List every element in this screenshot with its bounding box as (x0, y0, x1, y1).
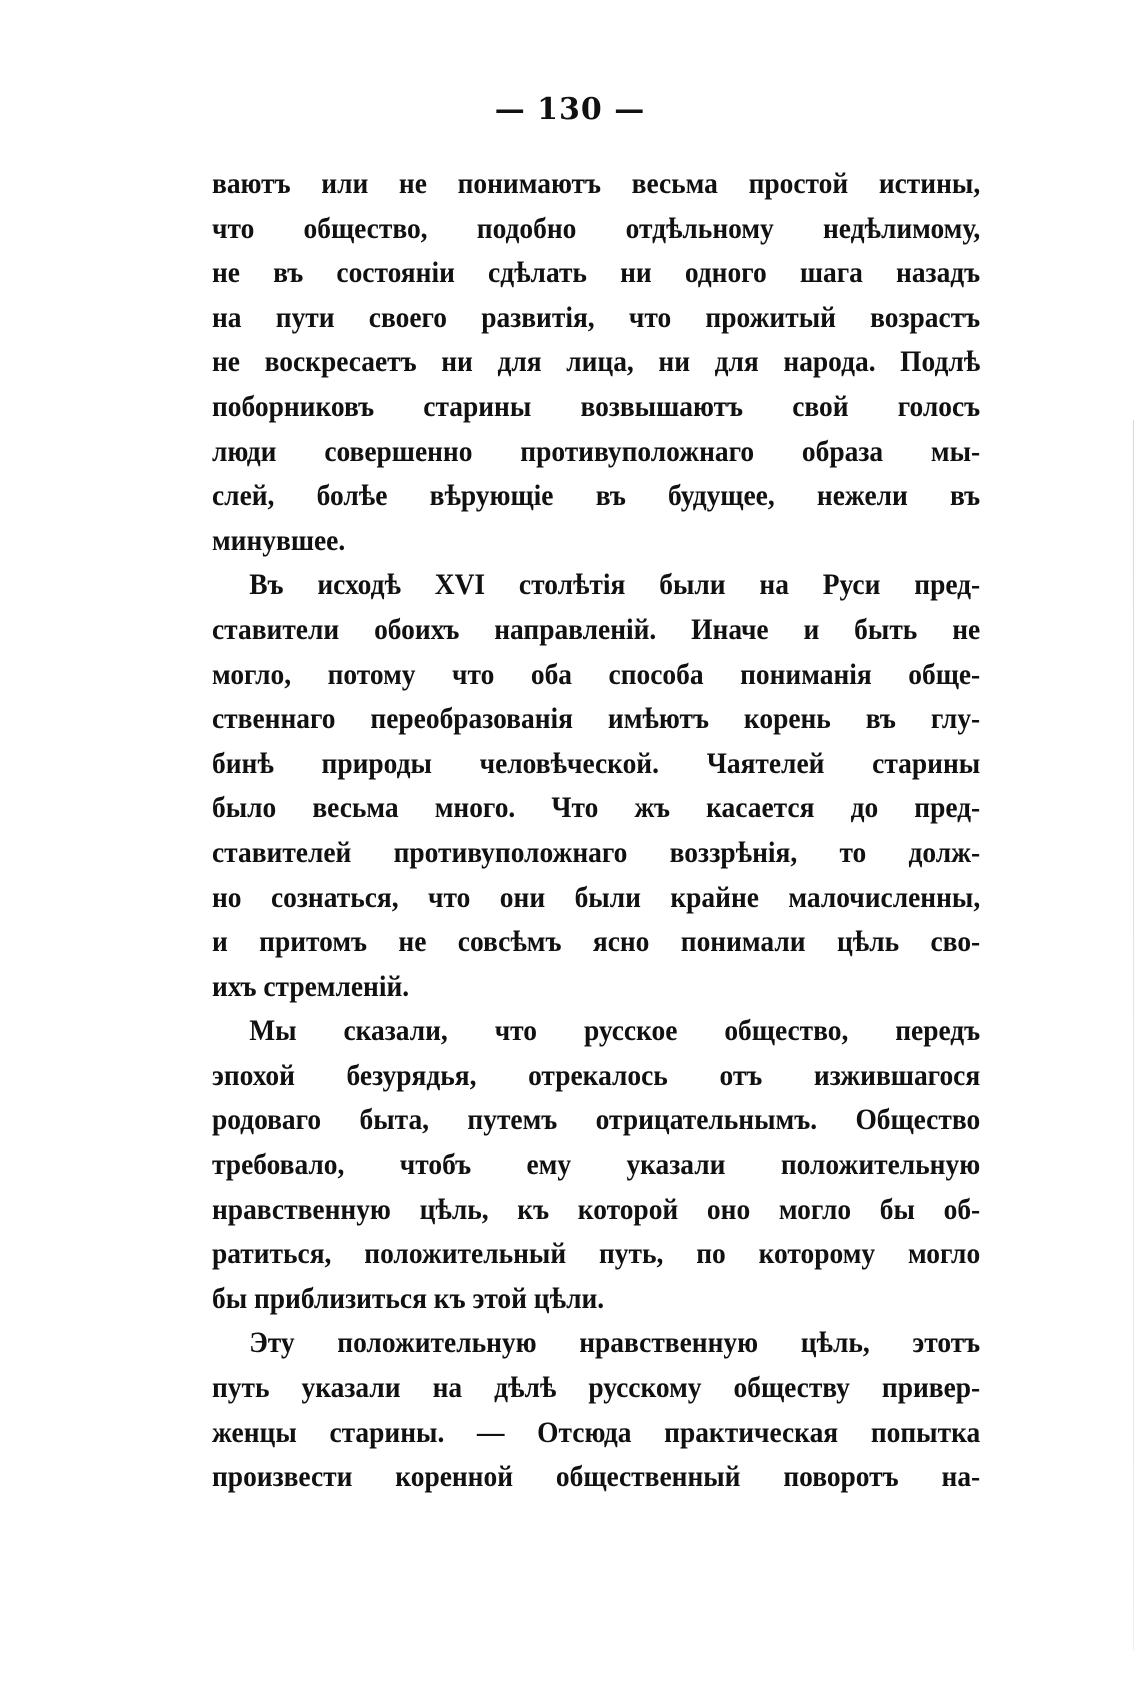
text-line: поборниковъ старины возвышаютъ свой голосъ (212, 390, 981, 423)
text-line: люди совершенно противуположнаго образа мы- (212, 435, 981, 468)
text-line: ставителей противуположнаго воззрѣнiя, то долж- (212, 836, 981, 869)
text-line: Въ исходѣ XVI столѣтiя были на Руси пред- (249, 569, 981, 602)
text-line: требовало, чтобъ ему указали положительную (212, 1149, 981, 1182)
text-line: женцы старины. — Отсюда практическая попытка (212, 1416, 981, 1449)
text-line: минувшее. (212, 524, 346, 557)
page-number: — 130 — (494, 92, 646, 127)
body-text (212, 162, 980, 1500)
text-line: но сознаться, что они были крайне малочисленны, (212, 881, 981, 914)
text-line: путь указали на дѣлѣ русскому обществу привер- (212, 1372, 981, 1405)
text-line: слей, болѣе вѣрующiе въ будущее, нежели въ (212, 480, 981, 513)
text-line: ратиться, положительный путь, по которому могло (212, 1238, 981, 1271)
text-line: бинѣ природы человѣческой. Чаятелей старины (212, 747, 981, 780)
text-line: что общество, подобно отдѣльному недѣлимому, (212, 212, 981, 245)
text-line: и притомъ не совсѣмъ ясно понимали цѣль сво- (212, 926, 981, 959)
text-line: родоваго быта, путемъ отрицательнымъ. Общество (212, 1104, 981, 1137)
text-line: ихъ стремленiй. (212, 970, 410, 1003)
text-line: на пути своего развитiя, что прожитый возрастъ (212, 301, 981, 334)
page-edge-shadow (1133, 420, 1134, 1650)
text-line: ваютъ или не понимаютъ весьма простой истины, (212, 168, 981, 200)
text-line: Мы сказали, что русское общество, передъ (249, 1015, 981, 1048)
text-line: было весьма много. Что жъ касается до пред- (212, 792, 981, 825)
text-line: произвести коренной общественный поворотъ на- (212, 1461, 981, 1494)
text-line: ственнаго переобразованiя имѣютъ корень въ глу- (212, 703, 981, 736)
text-line: нравственную цѣль, къ которой оно могло бы об- (212, 1193, 981, 1226)
text-line: эпохой безурядья, отрекалось отъ изжившагося (212, 1059, 981, 1092)
text-line: не въ состоянiи сдѣлать ни одного шага назадъ (212, 257, 981, 290)
text-line: Эту положительную нравственную цѣль, этотъ (249, 1327, 981, 1360)
text-line: бы приблизиться къ этой цѣли. (212, 1282, 605, 1315)
text-line: могло, потому что оба способа пониманiя обще- (212, 658, 981, 691)
text-line: не воскресаетъ ни для лица, ни для народа. Подлѣ (212, 346, 981, 379)
text-line: ставители обоихъ направленiй. Иначе и быть не (212, 613, 981, 646)
